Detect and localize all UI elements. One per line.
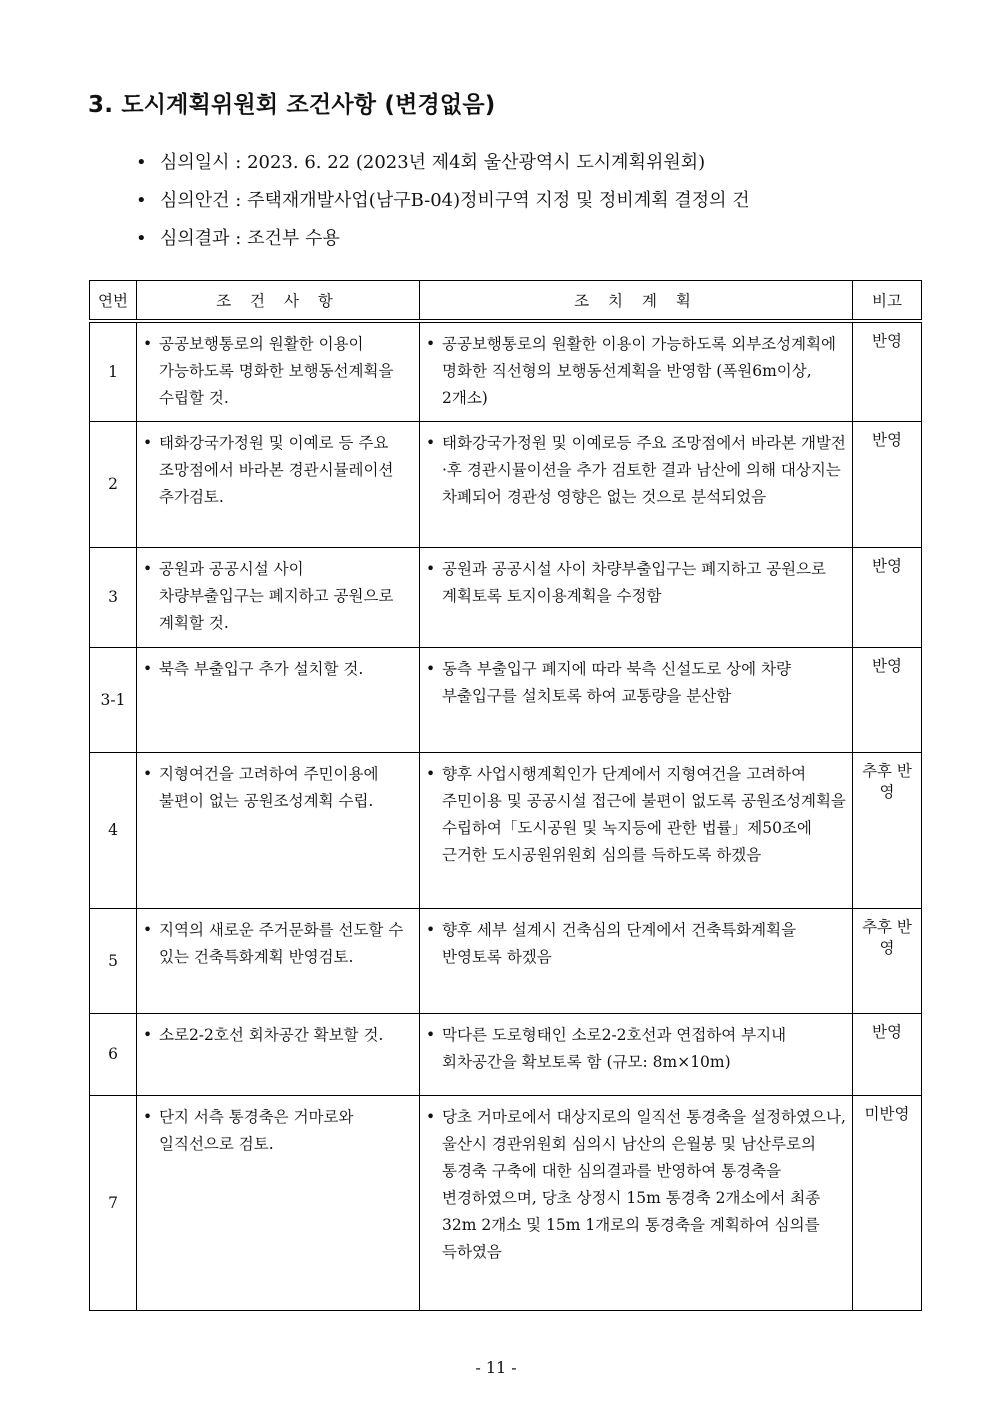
- row-number: 3: [90, 547, 137, 647]
- condition-cell: [137, 547, 420, 647]
- action-text: 당초 거마로에서 대상지로의 일직선 통경축을 설정하였으나, 울산시 경관위원회 심의시 남산의 은월봉 및 남산루로의 통경축 구축에 대한 심의결과를 반영하여 통경축을 변경하였으며, 당초 상정시 15m 통경축 2개소에서 최종 32m 2개소 및 15m 1개로의 통경축을 계획하여 심의를 득하였음: [442, 1107, 846, 1261]
- condition-cell: [137, 908, 420, 1013]
- condition-cell: [137, 1095, 420, 1310]
- condition-cell: [137, 752, 420, 908]
- condition-cell: [137, 421, 420, 547]
- condition-text: 소로2-2호선 회차공간 확보할 것.: [159, 1025, 384, 1044]
- info-label: 심의일시: [160, 152, 230, 173]
- row-number: 7: [90, 1095, 137, 1310]
- note-cell: 반영: [853, 1013, 922, 1095]
- action-cell: [420, 421, 853, 547]
- table-row: [90, 321, 922, 421]
- action-text: 향후 사업시행계획인가 단계에서 지형여건을 고려하여 주민이용 및 공공시설 접근에 불편이 없도록 공원조성계획을 수립하여「도시공원 및 녹지등에 관한 법률」제50조에 근거한 도시공원위원회 심의를 득하도록 하겠음: [442, 764, 846, 864]
- bullet-icon: •: [426, 764, 436, 783]
- info-item-date: • 심의일시 : 2023. 6. 22 (2023년 제4회 울산광역시 도시계획위원회): [136, 144, 916, 182]
- action-cell: [420, 321, 853, 421]
- info-value: 2023. 6. 22 (2023년 제4회 울산광역시 도시계획위원회): [247, 152, 706, 173]
- note-cell: 반영: [853, 321, 922, 421]
- page-number: - 11 -: [475, 1358, 517, 1377]
- table-row: [90, 547, 922, 647]
- condition-text: 지형여건을 고려하여 주민이용에 불편이 없는 공원조성계획 수립.: [159, 764, 379, 810]
- row-number: 4: [90, 752, 137, 908]
- note-cell: 반영: [853, 421, 922, 547]
- condition-text: 공원과 공공시설 사이 차량부출입구는 폐지하고 공원으로 계획할 것.: [159, 559, 394, 632]
- bullet-icon: •: [143, 559, 153, 578]
- bullet-icon: •: [143, 1025, 153, 1044]
- bullet-icon: •: [143, 920, 153, 939]
- condition-text: 단지 서측 통경축은 거마로와 일직선으로 검토.: [159, 1107, 354, 1153]
- action-cell: [420, 547, 853, 647]
- action-cell: [420, 908, 853, 1013]
- condition-text: 북측 부출입구 추가 설치할 것.: [159, 659, 364, 678]
- table-row: [90, 647, 922, 752]
- table-row: [90, 908, 922, 1013]
- info-label: 심의결과: [160, 228, 230, 249]
- header-condition: 조 건 사 항: [137, 281, 420, 322]
- condition-text: 지역의 새로운 주거문화를 선도할 수 있는 건축특화계획 반영검토.: [159, 920, 404, 966]
- bullet-icon: •: [143, 659, 153, 678]
- row-number: 3-1: [90, 647, 137, 752]
- bullet-icon: •: [426, 920, 436, 939]
- conditions-table: [89, 280, 922, 1311]
- action-text: 태화강국가정원 및 이예로등 주요 조망점에서 바라본 개발전·후 경관시뮬이션을 추가 검토한 결과 남산에 의해 대상지는 차폐되어 경관성 영향은 없는 것으로 분석되었음: [442, 433, 846, 506]
- note-cell: 미반영: [853, 1095, 922, 1310]
- table-row: [90, 421, 922, 547]
- bullet-icon: •: [136, 190, 147, 211]
- table-row: [90, 1013, 922, 1095]
- bullet-icon: •: [426, 659, 436, 678]
- header-note: 비고: [853, 281, 922, 322]
- info-value: 주택재개발사업(남구B-04)정비구역 지정 및 정비계획 결정의 건: [247, 190, 750, 211]
- row-number: 6: [90, 1013, 137, 1095]
- page-title: 3. 도시계획위원회 조건사항 (변경없음): [88, 92, 496, 118]
- action-text: 공원과 공공시설 사이 차량부출입구는 폐지하고 공원으로 계획토록 토지이용계획을 수정함: [442, 559, 826, 605]
- note-cell: 반영: [853, 647, 922, 752]
- bullet-icon: •: [426, 433, 436, 452]
- info-item-result: • 심의결과 : 조건부 수용: [136, 220, 916, 258]
- meeting-info-list: [136, 144, 916, 258]
- note-cell: 반영: [853, 547, 922, 647]
- action-cell: [420, 647, 853, 752]
- action-text: 향후 세부 설계시 건축심의 단계에서 건축특화계획을 반영토록 하겠음: [442, 920, 797, 966]
- condition-cell: [137, 321, 420, 421]
- condition-text: 태화강국가정원 및 이예로 등 주요 조망점에서 바라본 경관시뮬레이션 추가검토.: [159, 433, 394, 506]
- condition-cell: [137, 1013, 420, 1095]
- bullet-icon: •: [143, 764, 153, 783]
- note-cell: 추후 반영: [853, 908, 922, 1013]
- bullet-icon: •: [143, 1107, 153, 1126]
- action-text: 공공보행통로의 원활한 이용이 가능하도록 외부조성계획에 명화한 직선형의 보행동선계획을 반영함 (폭원6m이상, 2개소): [442, 335, 837, 407]
- action-cell: [420, 1013, 853, 1095]
- note-cell: 추후 반영: [853, 752, 922, 908]
- action-text: 막다른 도로형태인 소로2-2호선과 연접하여 부지내 회차공간을 확보토록 함 (규모: 8m×10m): [442, 1025, 787, 1071]
- table-header-row: [90, 281, 922, 322]
- table-row: [90, 752, 922, 908]
- row-number: 1: [90, 321, 137, 421]
- info-label: 심의안건: [160, 190, 230, 211]
- action-text: 동측 부출입구 폐지에 따라 북측 신설도로 상에 차량 부출입구를 설치토록 하여 교통량을 분산함: [442, 659, 791, 705]
- bullet-icon: •: [143, 335, 153, 353]
- bullet-icon: •: [426, 559, 436, 578]
- bullet-icon: •: [136, 152, 147, 173]
- table-row: [90, 1095, 922, 1310]
- action-cell: [420, 752, 853, 908]
- info-value: 조건부 수용: [247, 228, 340, 249]
- bullet-icon: •: [426, 1025, 436, 1044]
- condition-text: 공공보행통로의 원활한 이용이 가능하도록 명화한 보행동선계획을 수립할 것.: [159, 335, 394, 407]
- action-cell: [420, 1095, 853, 1310]
- info-item-agenda: • 심의안건 : 주택재개발사업(남구B-04)정비구역 지정 및 정비계획 결정의 건: [136, 182, 916, 220]
- condition-cell: [137, 647, 420, 752]
- bullet-icon: •: [426, 335, 436, 353]
- bullet-icon: •: [426, 1107, 436, 1126]
- bullet-icon: •: [143, 433, 153, 452]
- row-number: 2: [90, 421, 137, 547]
- header-action: 조 치 계 획: [420, 281, 853, 322]
- row-number: 5: [90, 908, 137, 1013]
- header-no: 연번: [90, 281, 137, 322]
- bullet-icon: •: [136, 228, 147, 249]
